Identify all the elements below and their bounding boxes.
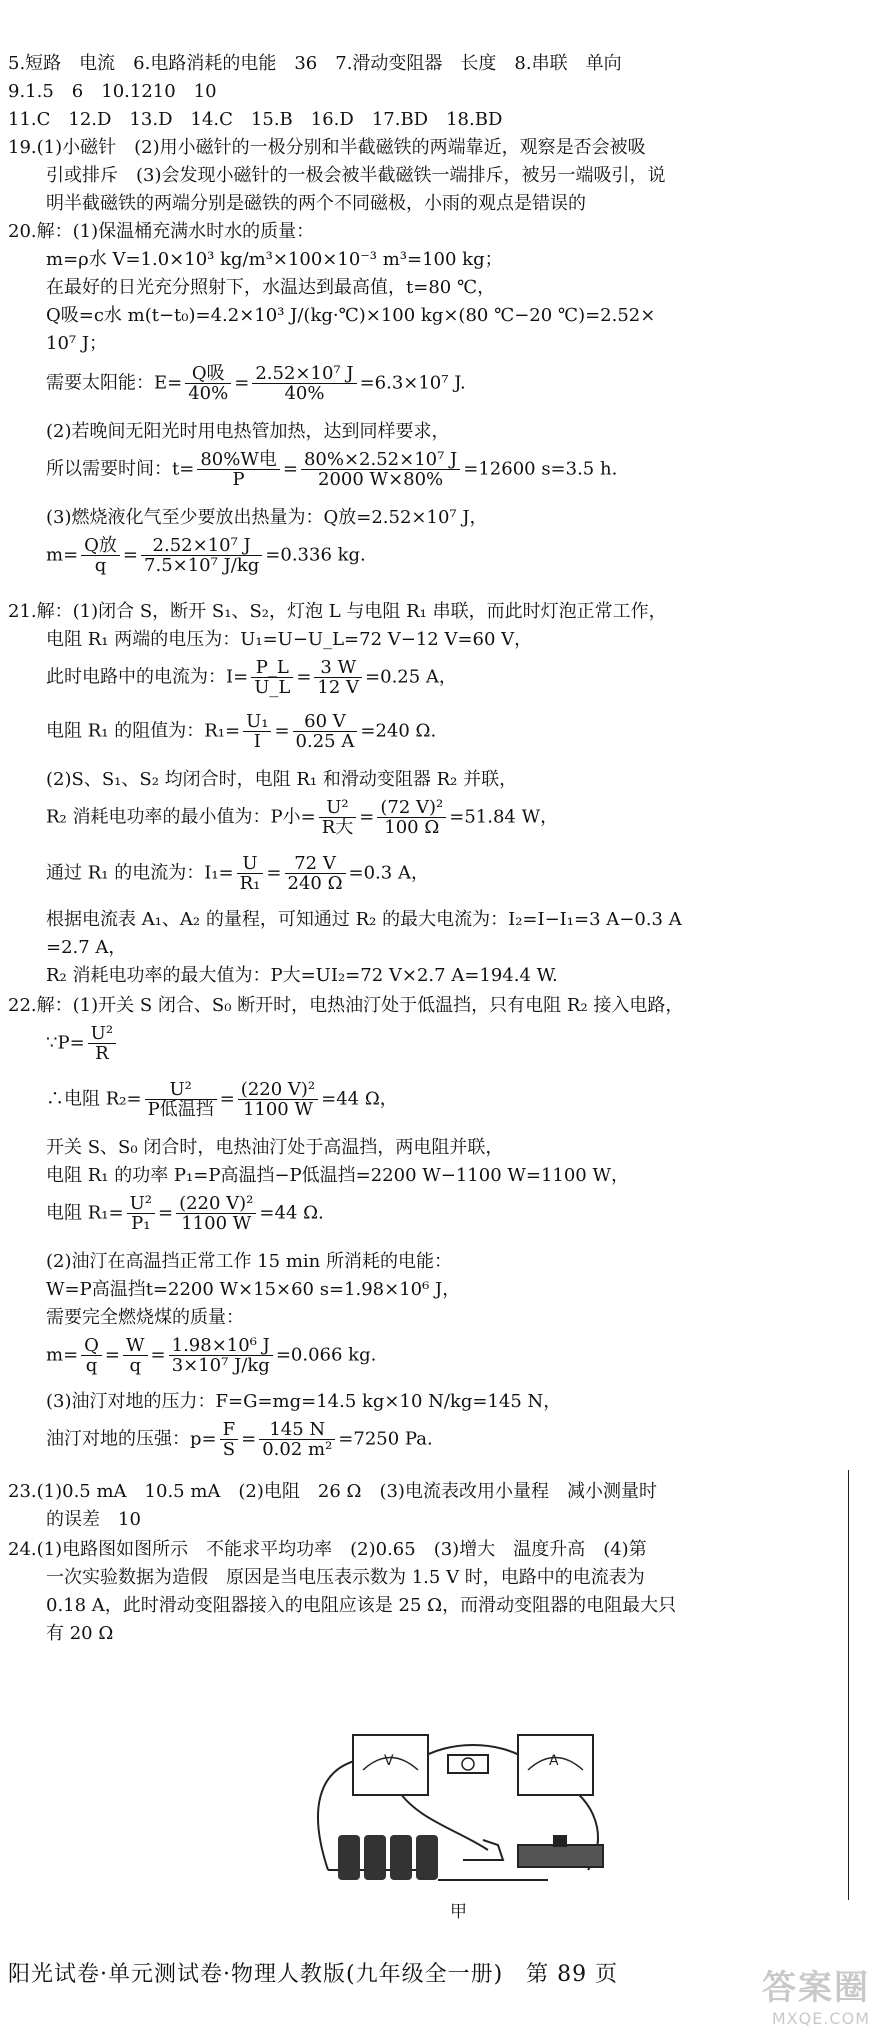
text-line: 电阻 R₁ 两端的电压为：U₁=U−U_L=72 V−12 V=60 V， (46, 629, 533, 650)
formula-line: m= $\frac{Q}{q}$ = $\frac{W}{q}$ = $\frac{\text{1.98×10⁶ J}}{\text{3×10⁷ J/kg}}$ =0.066 kg. (46, 1335, 377, 1376)
text-line: 的误差 10 (46, 1509, 141, 1530)
text-line: =2.7 A， (46, 937, 127, 958)
text-line: 有 20 Ω (46, 1623, 114, 1644)
text-line: 20.解：(1)保温桶充满水时水的质量： (8, 221, 315, 242)
text-line: 24.(1)电路图如图所示 不能求平均功率 (2)0.65 (3)增大 温度升高 (4)第 (8, 1539, 647, 1560)
text-line: 9.1.5 6 10.1210 10 (8, 81, 217, 102)
text-line: 电阻 R₁ 的功率 P₁=P高温挡−P低温挡=2200 W−1100 W=1100 W， (46, 1165, 629, 1186)
page-footer: 阳光试卷·单元测试卷·物理人教版(九年级全一册) 第 89 页 (8, 1962, 619, 1987)
formula-line: ∵P= $\frac{\text{U²}}{R}$ (46, 1024, 119, 1063)
margin-rule (848, 1470, 849, 1900)
watermark-url: MXQE.COM (771, 2009, 870, 2028)
text-line: 5.短路 电流 6.电路消耗的电能 36 7.滑动变阻器 长度 8.串联 单向 (8, 53, 622, 74)
formula-line: 电阻 R₁= $\frac{\text{U²}}{\text{P₁}}$ = $\frac{\text{(220 V)²}}{1100 W}$ =44 Ω. (46, 1193, 324, 1234)
svg-text:V: V (384, 1753, 394, 1769)
switch (463, 1840, 503, 1860)
rheostat (518, 1845, 603, 1867)
text-line: 23.(1)0.5 mA 10.5 mA (2)电阻 26 Ω (3)电流表改用小量程 减小测量时 (8, 1481, 657, 1502)
text-line: 21.解：(1)闭合 S，断开 S₁、S₂，灯泡 L 与电阻 R₁ 串联，而此时灯泡正常工作， (8, 601, 667, 622)
formula-line: 通过 R₁ 的电流为：I₁= $\frac{U}{\text{R₁}}$ = $\frac{72 V}{240 \Omega}$ =0.3 A， (46, 853, 429, 894)
text-line: (2)S、S₁、S₂ 均闭合时，电阻 R₁ 和滑动变阻器 R₂ 并联， (46, 769, 518, 790)
text-line: Q吸=c水 m(t−t₀)=4.2×10³ J/(kg·℃)×100 kg×(80 ℃−20 ℃)=2.52× (46, 305, 656, 326)
text-line: R₂ 消耗电功率的最大值为：P大=UI₂=72 V×2.7 A=194.4 W. (46, 965, 558, 986)
formula-line: m= $\frac{\text{Q放}}{q}$ = $\frac{\text{2.52×10⁷ J}}{\text{7.5×10⁷ J/kg}}$ =0.336 kg. (46, 535, 366, 576)
battery-pack (338, 1835, 438, 1880)
text-line: W=P高温挡t=2200 W×15×60 s=1.98×10⁶ J， (46, 1279, 461, 1300)
watermark-logo: 答案圈 (762, 1968, 870, 2008)
svg-text:A: A (549, 1753, 559, 1769)
formula-line: 油汀对地的压强：p= $\frac{F}{S}$ = $\frac{145 N}{\text{0.02 m²}}$ =7250 Pa. (46, 1419, 433, 1460)
formula-line: 所以需要时间：t= $\frac{\text{80\%W电}}{P}$ = $\frac{\text{80\%×2.52×10⁷ J}}{2000 W\times 80\%}$ =12600 s=3.5 h. (46, 449, 618, 490)
text-line: (3)油汀对地的压力：F=G=mg=14.5 kg×10 N/kg=145 N， (46, 1391, 562, 1412)
circuit-photo-figure (298, 1720, 628, 1895)
text-line: (3)燃烧液化气至少要放出热量为：Q放=2.52×10⁷ J， (46, 507, 488, 528)
figure-caption: 甲 (450, 1902, 467, 1922)
text-line: 11.C 12.D 13.D 14.C 15.B 16.D 17.BD 18.BD (8, 109, 503, 130)
formula-line: 需要太阳能：E= $\frac{\text{Q吸}}{40\%}$ = $\frac{\text{2.52×10⁷ J}}{40\%}$ =6.3×10⁷ J. (46, 363, 466, 404)
text-line: 10⁷ J； (46, 333, 108, 354)
text-line: 在最好的日光充分照射下，水温达到最高值，t=80 ℃， (46, 277, 496, 298)
text-line: (2)若晚间无阳光时用电热管加热，达到同样要求， (46, 421, 450, 442)
text-line: m=ρ水 V=1.0×10³ kg/m³×100×10⁻³ m³=100 kg； (46, 249, 503, 270)
formula-line: R₂ 消耗电功率的最小值为：P小= $\frac{\text{U²}}{\text{R大}}$ = $\frac{\text{(72 V)²}}{100 \Omega}$ =51.84 W， (46, 797, 559, 838)
text-line: 一次实验数据为造假 原因是当电压表示数为 1.5 V 时，电路中的电流表为 (46, 1567, 645, 1588)
text-line: (2)油汀在高温挡正常工作 15 min 所消耗的电能： (46, 1251, 452, 1272)
formula-line: 此时电路中的电流为：I= $\frac{P\_L}{U\_L}$ = $\frac{3 W}{12 V}$ =0.25 A， (46, 657, 457, 698)
formula-line: 电阻 R₁ 的阻值为：R₁= $\frac{\text{U₁}}{I}$ = $\frac{60 V}{0.25 A}$ =240 Ω. (46, 711, 437, 752)
watermark (762, 1960, 870, 2028)
text-line: 19.(1)小磁针 (2)用小磁针的一极分别和半截磁铁的两端靠近，观察是否会被吸 (8, 137, 646, 158)
text-line: 根据电流表 A₁、A₂ 的量程，可知通过 R₂ 的最大电流为：I₂=I−I₁=3 A−0.3 A (46, 909, 682, 930)
text-line: 需要完全燃烧煤的质量： (46, 1307, 244, 1328)
formula-line: ∴电阻 R₂= $\frac{\text{U²}}{\text{P低温挡}}$ = $\frac{\text{(220 V)²}}{1100 W}$ =44 Ω， (46, 1079, 398, 1120)
text-line: 22.解：(1)开关 S 闭合、S₀ 断开时，电热油汀处于低温挡，只有电阻 R₂ 接入电路， (8, 995, 684, 1016)
text-line: 开关 S、S₀ 闭合时，电热油汀处于高温挡，两电阻并联， (46, 1137, 504, 1158)
text-line: 引或排斥 (3)会发现小磁针的一极会被半截磁铁一端排斥，被另一端吸引，说 (46, 165, 666, 186)
text-line: 明半截磁铁的两端分别是磁铁的两个不同磁极，小雨的观点是错误的 (46, 193, 586, 214)
text-line: 0.18 A，此时滑动变阻器接入的电阻应该是 25 Ω，而滑动变阻器的电阻最大只 (46, 1595, 677, 1616)
